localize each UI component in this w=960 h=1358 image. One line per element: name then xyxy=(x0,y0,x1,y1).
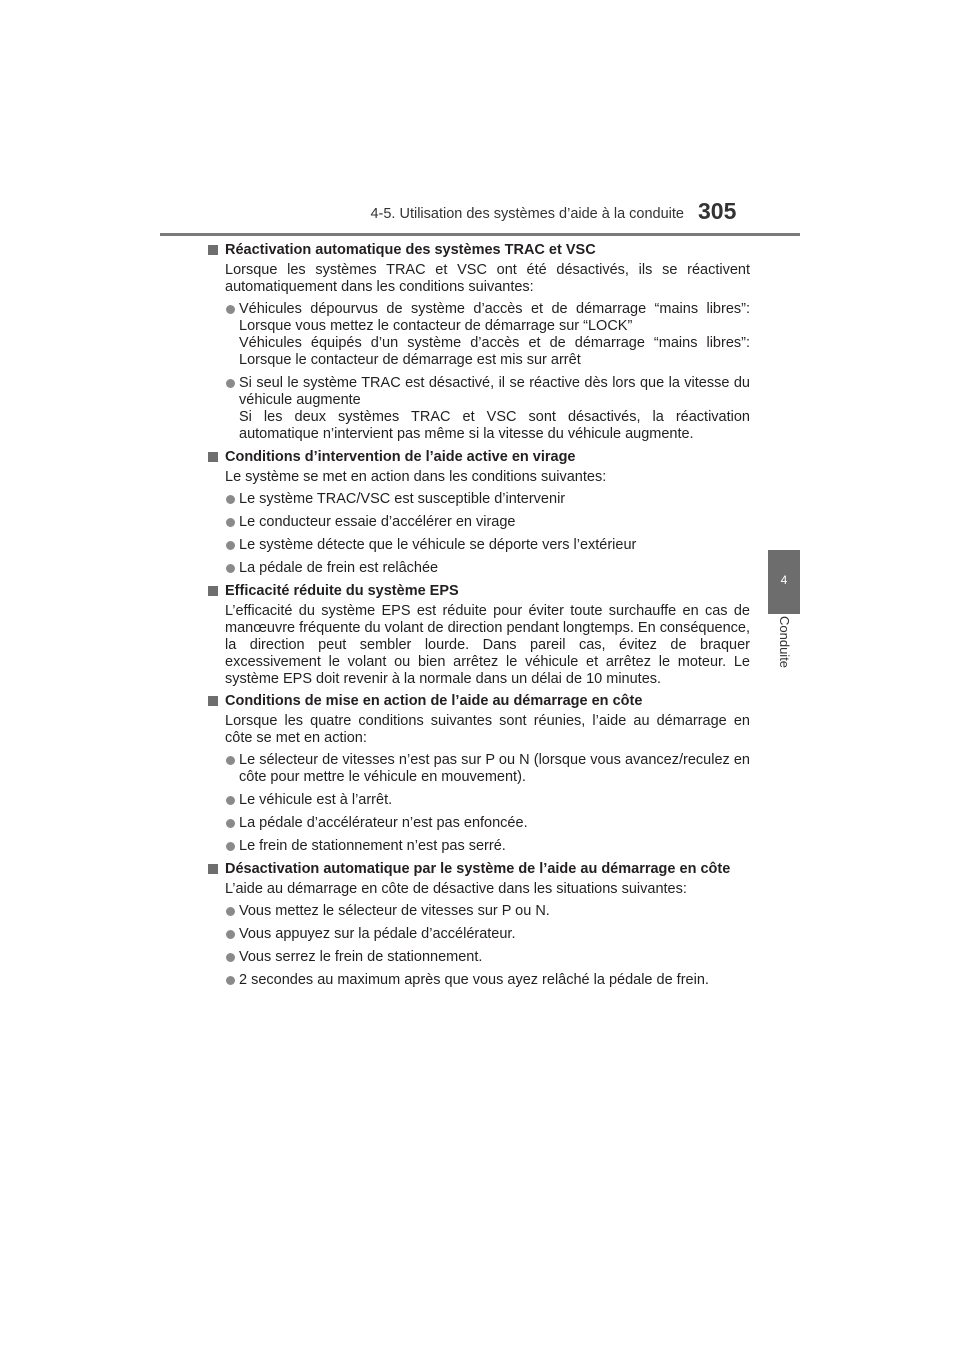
chapter-label: Conduite xyxy=(777,616,792,669)
section-intro: Lorsque les systèmes TRAC et VSC ont été désactivés, ils se réactivent automatiquement dans les conditions suivantes: xyxy=(225,262,750,295)
section-title-text: Réactivation automatique des systèmes TRAC et VSC xyxy=(225,242,596,258)
section-title-text: Efficacité réduite du système EPS xyxy=(225,583,459,599)
circle-bullet-icon xyxy=(226,495,235,504)
circle-bullet-icon xyxy=(226,796,235,805)
bullet-item xyxy=(208,792,750,809)
content-section xyxy=(208,583,750,688)
bullet-text: Le sélecteur de vitesses n’est pas sur P ou N (lorsque vous avancez/reculez en côte pour mettre le véhicule en mouvement). xyxy=(239,752,750,785)
chapter-number: 4 xyxy=(780,573,788,587)
square-bullet-icon xyxy=(208,245,218,255)
circle-bullet-icon xyxy=(226,305,235,314)
bullet-item xyxy=(208,375,750,443)
bullet-item xyxy=(208,926,750,943)
square-bullet-icon xyxy=(208,696,218,706)
bullet-item xyxy=(208,752,750,786)
bullet-item xyxy=(208,815,750,832)
content-section xyxy=(208,861,750,989)
bullet-item xyxy=(208,903,750,920)
circle-bullet-icon xyxy=(226,541,235,550)
header-divider xyxy=(160,233,800,236)
bullet-text: Véhicules dépourvus de système d’accès et de démarrage “mains libres”: Lorsque vous mettez le contacteur de démarrage sur “LOCK” xyxy=(239,301,750,334)
circle-bullet-icon xyxy=(226,907,235,916)
bullet-item xyxy=(208,514,750,531)
content-section xyxy=(208,693,750,855)
section-intro: L’efficacité du système EPS est réduite pour éviter toute surchauffe en cas de manœuvre fréquente du volant de direction pendant longtemps. En conséquence, la direction peut sembler lourde. Dans pareil cas, évitez de braquer excessivement le volant ou bien arrêtez le véhicule et arrêtez le moteur. Le système EPS doit revenir à la normale dans un délai de 10 minutes. xyxy=(225,603,750,687)
bullet-item xyxy=(208,560,750,577)
bullet-text: Le système TRAC/VSC est susceptible d’intervenir xyxy=(239,491,566,507)
section-title xyxy=(208,583,750,600)
section-title-text: Désactivation automatique par le système de l’aide au démarrage en côte xyxy=(225,861,731,877)
circle-bullet-icon xyxy=(226,756,235,765)
bullet-text: Si seul le système TRAC est désactivé, il se réactive dès lors que la vitesse du véhicule augmente xyxy=(239,375,750,408)
section-title xyxy=(208,242,750,259)
header-section-title: 4-5. Utilisation des systèmes d’aide à la conduite xyxy=(370,206,684,222)
circle-bullet-icon xyxy=(226,518,235,527)
content-section xyxy=(208,242,750,443)
page-number: 305 xyxy=(698,198,737,224)
bullet-text: Le conducteur essaie d’accélérer en virage xyxy=(239,514,516,530)
page-content xyxy=(208,242,750,995)
square-bullet-icon xyxy=(208,864,218,874)
chapter-tab-label xyxy=(768,614,800,684)
circle-bullet-icon xyxy=(226,953,235,962)
square-bullet-icon xyxy=(208,586,218,596)
bullet-item xyxy=(208,972,750,989)
section-title xyxy=(208,693,750,710)
bullet-text: Véhicules équipés d’un système d’accès et de démarrage “mains libres”: Lorsque le contacteur de démarrage est mis sur arrêt xyxy=(239,335,750,368)
bullet-text: 2 secondes au maximum après que vous ayez relâché la pédale de frein. xyxy=(239,972,709,988)
chapter-tab-number xyxy=(768,550,800,610)
bullet-text: La pédale d’accélérateur n’est pas enfoncée. xyxy=(239,815,528,831)
bullet-text: Si les deux systèmes TRAC et VSC sont désactivés, la réactivation automatique n’intervient pas même si la vitesse du véhicule augmente. xyxy=(239,409,750,442)
bullet-text: Vous appuyez sur la pédale d’accélérateur. xyxy=(239,926,516,942)
bullet-item xyxy=(208,491,750,508)
section-title-text: Conditions d’intervention de l’aide active en virage xyxy=(225,449,576,465)
bullet-item xyxy=(208,537,750,554)
section-title xyxy=(208,449,750,466)
bullet-item xyxy=(208,301,750,369)
section-intro: L’aide au démarrage en côte de désactive dans les situations suivantes: xyxy=(225,881,687,897)
bullet-text: La pédale de frein est relâchée xyxy=(239,560,439,576)
section-title xyxy=(208,861,750,878)
section-intro: Lorsque les quatre conditions suivantes sont réunies, l’aide au démarrage en côte se met en action: xyxy=(225,713,750,746)
circle-bullet-icon xyxy=(226,564,235,573)
bullet-text: Vous serrez le frein de stationnement. xyxy=(239,949,483,965)
circle-bullet-icon xyxy=(226,379,235,388)
section-title-text: Conditions de mise en action de l’aide au démarrage en côte xyxy=(225,693,643,709)
square-bullet-icon xyxy=(208,452,218,462)
circle-bullet-icon xyxy=(226,930,235,939)
section-intro: Le système se met en action dans les conditions suivantes: xyxy=(225,469,607,485)
bullet-text: Le système détecte que le véhicule se déporte vers l’extérieur xyxy=(239,537,637,553)
circle-bullet-icon xyxy=(226,819,235,828)
circle-bullet-icon xyxy=(226,842,235,851)
bullet-item xyxy=(208,949,750,966)
bullet-text: Le véhicule est à l’arrêt. xyxy=(239,792,393,808)
content-section xyxy=(208,449,750,577)
bullet-text: Le frein de stationnement n’est pas serré. xyxy=(239,838,506,854)
bullet-item xyxy=(208,838,750,855)
bullet-text: Vous mettez le sélecteur de vitesses sur P ou N. xyxy=(239,903,550,919)
circle-bullet-icon xyxy=(226,976,235,985)
